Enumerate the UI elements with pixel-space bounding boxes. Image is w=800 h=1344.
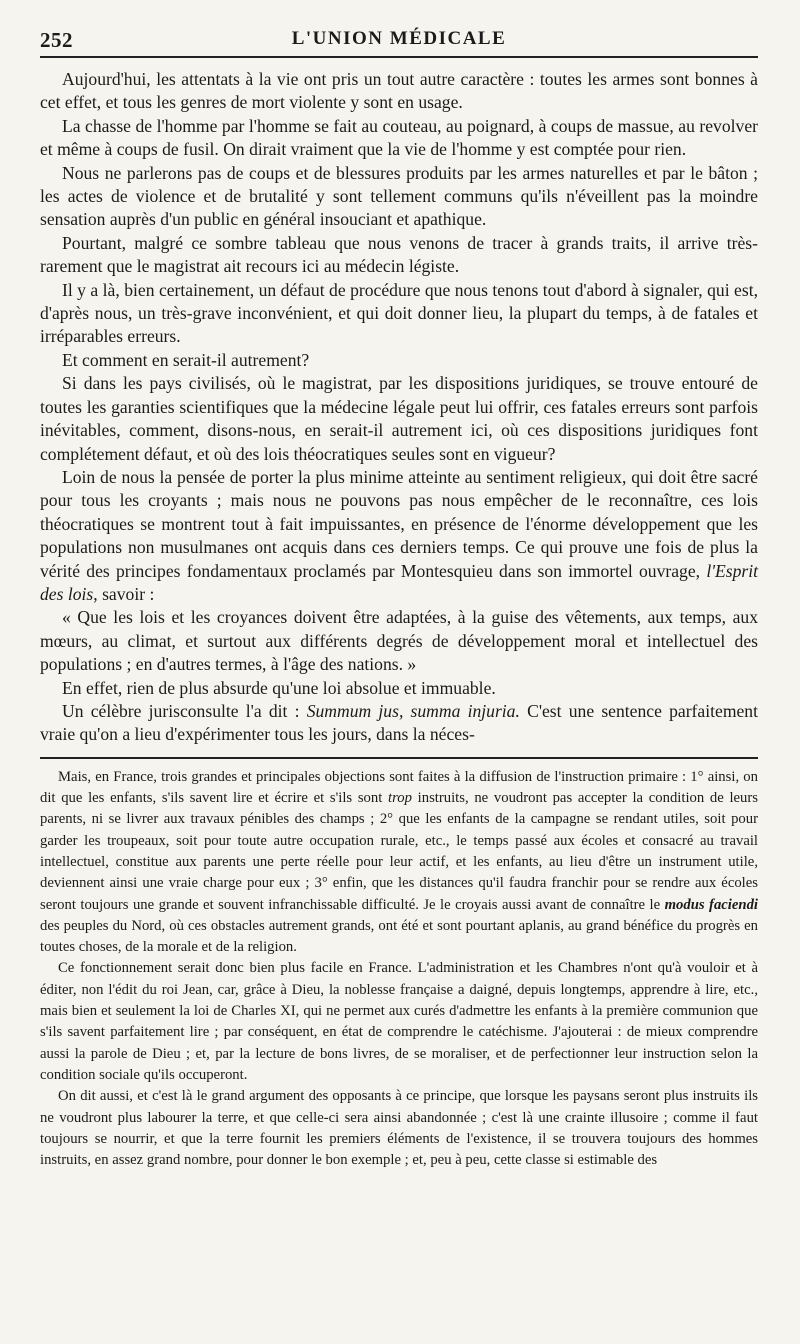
note-1-a: Mais, en France, trois grandes et principales objections sont faites à la diffusion de l'instruction primaire : 1° ainsi, on dit que les enfants, s'ils savent lire et écrire et s'ils sont bbox=[40, 768, 758, 807]
paragraph-6: Et comment en serait-il autrement? bbox=[62, 349, 310, 370]
paragraph-5: Il y a là, bien certainement, un défaut de procédure que nous tenons tout d'abord à signaler, qui est, d'après nous, un très-grave inconvénient, et qui doit donner lieu, la plupart du temps, à de fatales et irréparables erreurs. bbox=[40, 279, 758, 347]
paragraph-1: Aujourd'hui, les attentats à la vie ont pris un tout autre caractère : toutes les armes sont bonnes à cet effet, et tous les genres de mort violente y sont en usage. bbox=[40, 69, 758, 113]
main-text bbox=[40, 68, 758, 747]
note-2: Ce fonctionnement serait donc bien plus facile en France. L'administration et les Chambres n'ont qu'à vouloir et à éditer, non l'édit du roi Jean, car, grâce à Dieu, la noblesse française a daigné, depuis longtemps, apprendre à lire, etc., mais bien et seulement la loi de Charles XI, qui ne permet aux curés d'admettre les enfants à la première communion que s'ils savent parfaitement lire ; par conséquent, en état de comprendre le catéchisme. J'ajouterai : de mieux comprendre aussi la parole de Dieu ; et, par la lecture de bons livres, de se moraliser, et de perfectionner leur instruction selon la condition sociale qu'ils occuperont. bbox=[40, 960, 758, 1083]
note-1-c: des peuples du Nord, où ces obstacles autrement grands, ont été et sont pourtant aplanis, au grand bénéfice du progrès en toutes choses, de la morale et de la religion. bbox=[40, 917, 758, 956]
note-1-b: instruits, ne voudront pas accepter la condition de leurs parents, ni se livrer aux travaux pénibles des champs ; 2° que les enfants de la campagne se rendant utiles, soit pour garder les troupeaux, soit pour toute autre occupation rurale, etc., le temps passé aux écoles et consacré au travail intellectuel, constitue aux parents une perte réelle pour leur actif, et les enfants, au lieu d'être un instrument utile, deviennent ainsi une vraie charge pour eux ; 3° enfin, que les distances qu'il faudra franchir pour se rendre aux écoles seront toujours une grande et souvent infranchissable difficulté. Je le croyais aussi avant de connaître le bbox=[40, 790, 758, 913]
document-page bbox=[40, 22, 758, 1171]
paragraph-7: Si dans les pays civilisés, où le magistrat, par les dispositions juridiques, se trouve entouré de toutes les garanties scientifiques que la médecine légale peut lui offrir, ces fatales erreurs sont parfois inévitables, comment, disons-nous, en serait-il autrement ici, où ces dispositions juridiques font complétement défaut, et où des lois théocratiques seules sont en vigueur? bbox=[40, 373, 758, 464]
page-number: 252 bbox=[40, 28, 73, 52]
montesquieu-quote: « Que les lois et les croyances doivent être adaptées, à la guise des vêtements, aux temps, aux mœurs, au climat, et surtout aux différents degrés de développement moral et intellectuel des populations ; en d'autres termes, à l'âge des nations. » bbox=[40, 607, 758, 675]
paragraph-3: Nous ne parlerons pas de coups et de blessures produits par les armes naturelles et par le bâton ; les actes de violence et de brutalité y sont tellement communs qu'ils n'éveillent pas la moindre sensation auprès d'un public en général insouciant et apathique. bbox=[40, 162, 758, 230]
paragraph-11 bbox=[40, 700, 758, 747]
footnotes bbox=[40, 767, 758, 1172]
note-3: On dit aussi, et c'est là le grand argument des opposants à ce principe, que lorsque les paysans seront plus instruits ils ne voudront plus labourer la terre, et que celle-ci sera ainsi abandonnée ; c'est là une crainte illusoire ; comme il faut toujours se nourrir, et que la terre fournit les premiers éléments de l'existence, il se trouvera toujours des hommes instruits, en assez grand nombre, pour donner le bon exemple ; et, peu à peu, cette classe si estimable des bbox=[40, 1088, 758, 1169]
paragraph-10: En effet, rien de plus absurde qu'une loi absolue et immuable. bbox=[62, 677, 496, 698]
book-title: l'Esprit des lois bbox=[40, 560, 758, 604]
paragraph-8-end: , savoir : bbox=[93, 583, 155, 604]
paragraph-2: La chasse de l'homme par l'homme se fait au couteau, au poignard, à coups de massue, au revolver et même à coups de fusil. On dirait vraiment que la vie de l'homme y est comptée pour rien. bbox=[40, 115, 758, 160]
paragraph-8-text: Loin de nous la pensée de porter la plus minime atteinte au sentiment religieux, qui doit être sacré pour tous les croyants ; mais nous ne pouvons pas nous empêcher de le reconnaître, ces lois théocratiques se montrent tout à fait impuissantes, en présence de l'énorme développement que les populations non musulmanes ont acquis dans ces derniers temps. Ce qui prouve une fois de plus la vérité des principes fondamentaux proclamés par Montesquieu dans son immortel ouvrage, bbox=[40, 466, 758, 581]
note-1-modus: modus faciendi bbox=[664, 896, 758, 913]
paragraph-11-end: C'est une sentence parfaitement vraie qu'on a lieu d'expérimenter tous les jours, dans la néces- bbox=[40, 700, 758, 745]
note-1-trop: trop bbox=[388, 790, 412, 807]
note-1 bbox=[40, 767, 758, 959]
paragraph-11-start: Un célèbre jurisconsulte l'a dit : bbox=[62, 700, 300, 721]
latin-maxim: Summum jus, summa injuria. bbox=[306, 700, 520, 721]
footnote-divider bbox=[40, 757, 758, 759]
running-title: L'UNION MÉDICALE bbox=[291, 28, 507, 49]
paragraph-4: Pourtant, malgré ce sombre tableau que nous venons de tracer à grands traits, il arrive très-rarement que le magistrat ait recours ici au médecin légiste. bbox=[40, 232, 758, 277]
page-header bbox=[40, 22, 758, 58]
paragraph-8 bbox=[40, 466, 758, 606]
